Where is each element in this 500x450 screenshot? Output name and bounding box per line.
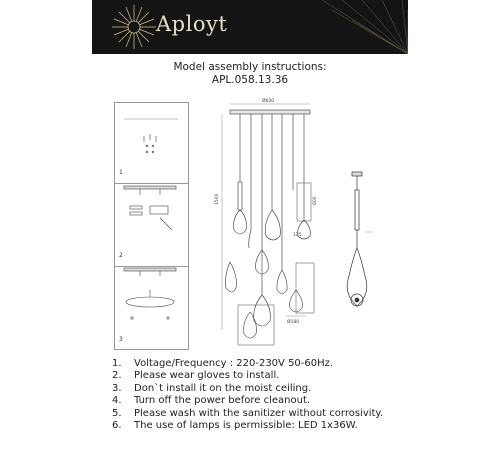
step-2-label: 2 [119, 252, 123, 259]
step-2-illustration [124, 186, 176, 230]
list-item [112, 395, 412, 407]
instructions-list [112, 358, 412, 432]
list-item [112, 420, 412, 432]
model-number: APL.058.13.36 [211, 74, 289, 86]
document-title: Model assembly instructions: [173, 61, 327, 73]
list-item [112, 370, 412, 382]
dimension-height: 1500 [215, 193, 220, 205]
list-item [112, 383, 412, 395]
list-item [112, 408, 412, 420]
item-text: The use of lamps is permissible: LED 1x36W. [134, 420, 358, 432]
item-number: 2. [112, 370, 122, 382]
item-text: Please wash with the sanitizer without corrosivity. [134, 407, 384, 419]
brand-name: Aployt [156, 12, 228, 36]
item-number: 3. [112, 382, 122, 394]
step-1-label: 1 [119, 169, 123, 176]
fixture-front-view [222, 104, 314, 345]
dimension-shade-diameter: Ø180 [287, 320, 300, 325]
item-text: Don`t install it on the moist ceiling. [134, 382, 312, 394]
step-3-illustration [124, 268, 176, 319]
step-1-illustration [124, 119, 178, 153]
item-number: 6. [112, 420, 122, 432]
step-3-label: 3 [119, 336, 123, 343]
item-number: 1. [112, 358, 122, 369]
item-number: 4. [112, 395, 122, 407]
item-text: Turn off the power before cleanout. [134, 395, 311, 407]
item-text: Please wear gloves to install. [134, 370, 280, 382]
pendant-detail-view [347, 172, 372, 306]
dimension-shade-height: 125 [293, 233, 302, 238]
item-number: 5. [112, 407, 122, 419]
list-item [112, 358, 412, 370]
item-text: Voltage/Frequency : 220-230V 50-60Hz. [134, 358, 334, 369]
dimension-canopy: Ø600 [262, 99, 275, 104]
dimension-rod: 800 [313, 196, 318, 205]
